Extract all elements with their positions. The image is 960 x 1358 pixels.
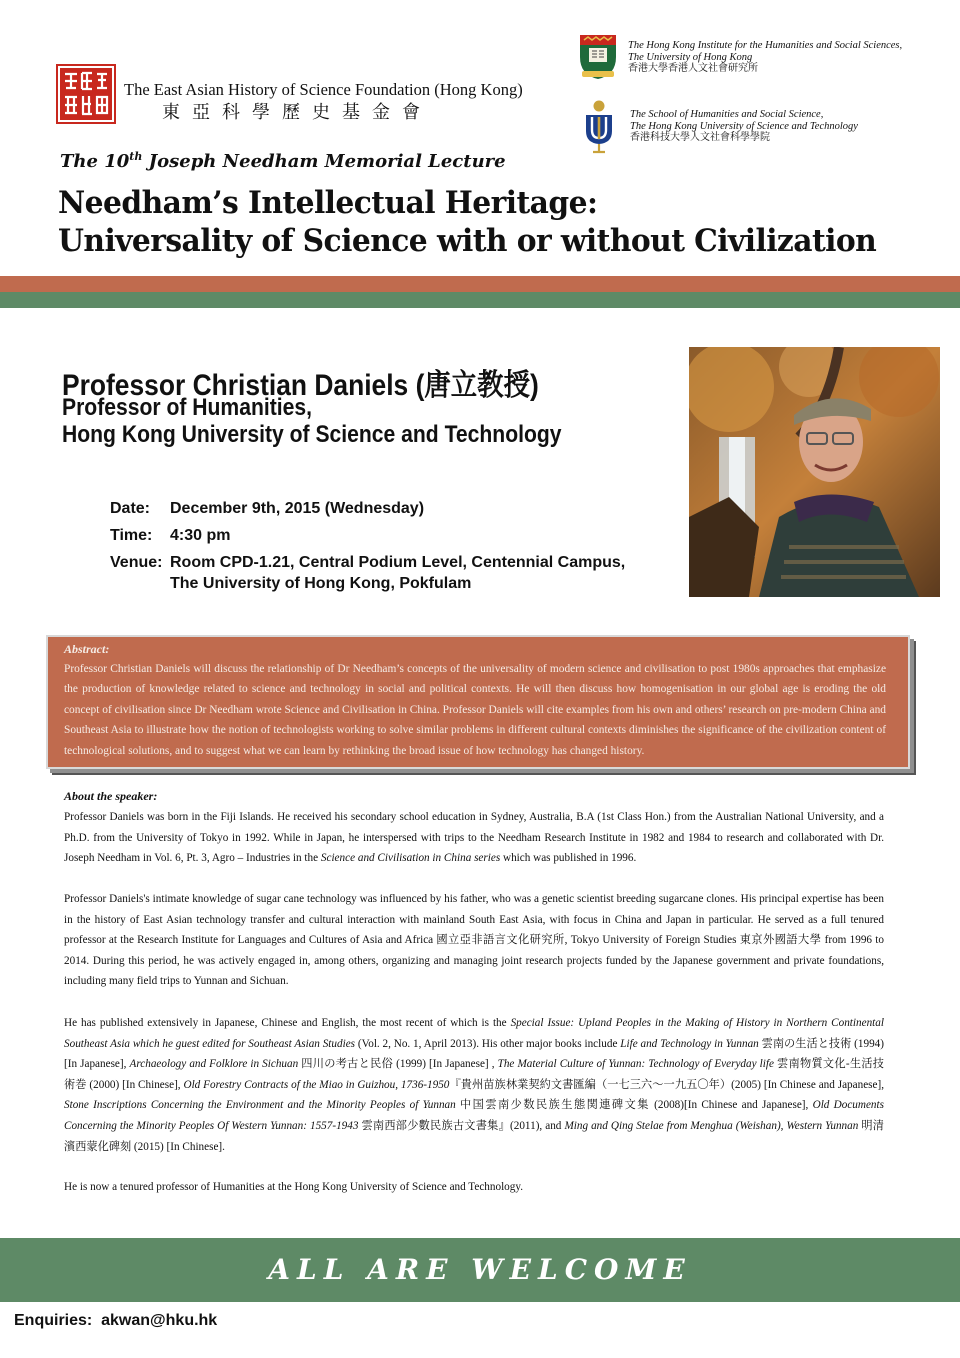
enquiries-email[interactable]: akwan@hku.hk xyxy=(101,1312,218,1329)
hku-institute-chinese: 香港大學香港人文社會研究所 xyxy=(628,63,758,74)
bio-p3-part17: 明清濱西蒙化碑刻 (2015) [In Chinese]. xyxy=(64,1119,884,1153)
about-speaker-heading: About the speaker: xyxy=(64,789,158,803)
foundation-name-chinese: 東亞科學歷史基金會 xyxy=(162,102,432,122)
bio-p3-part7: 四川の考古と民俗 (1999) [In Japanese] , xyxy=(298,1058,498,1071)
speaker-photo xyxy=(689,347,940,597)
bio-p1-book-series: Science and Civilisation in China series xyxy=(320,852,501,865)
enquiries-label: Enquiries: xyxy=(14,1312,93,1329)
bio-p1-text: Professor Daniels was born in the Fiji Islands. He received his secondary school education in Sydney, Australia, B.A (1st Class Hon.) from the Australian National University, and a Ph.D. from the University of Tokyo in 1992. While in Japan, he interspersed with trips to the Needham Research Institute in 1982 and 1984 to research and collaborated with Dr. Joseph Needham in Vol. 6, Pt. 3, Agro – Industries in the xyxy=(64,811,884,865)
bio-p3-part1: He has published extensively in Japanese, Chinese and English, the most recent of which is the xyxy=(64,1017,511,1029)
venue-line2: The University of Hong Kong, Pokfulam xyxy=(170,575,472,592)
enquiries xyxy=(14,1312,217,1330)
bio-p3-title-stelae: Ming and Qing Stelae from Menghua (Weishan), Western Yunnan xyxy=(564,1119,859,1132)
speaker-position-line2: Hong Kong University of Science and Technology xyxy=(62,421,562,448)
lecture-title-line2: Universality of Science with or without Civilization xyxy=(58,223,877,259)
hku-institute-line1: The Hong Kong Institute for the Humanities and Social Sciences, xyxy=(628,40,903,51)
abstract-label: Abstract: xyxy=(64,642,110,656)
bio-paragraph-3 xyxy=(64,1013,884,1157)
bio-p3-title-yunnan-life: Life and Technology in Yunnan xyxy=(620,1037,759,1050)
series-prefix: The 10 xyxy=(60,151,130,172)
venue-label: Venue: xyxy=(110,554,163,571)
abstract-box xyxy=(46,635,910,769)
hkust-school-chinese: 香港科技大學人文社會科學學院 xyxy=(630,132,770,143)
bio-p3-title-material-culture: The Material Culture of Yunnan: Technology of Everyday life xyxy=(497,1058,774,1071)
bio-p3-part3: (Vol. 2, No. 1, April 2013). His other major books include xyxy=(355,1037,621,1050)
hkust-school-line1: The School of Humanities and Social Science, xyxy=(630,109,824,120)
bio-p3-part13: 中国雲南少数民族生態関連碑文集 (2008)[In Chinese and Japanese], xyxy=(455,1099,813,1112)
hku-institute-line2: The University of Hong Kong xyxy=(628,51,753,63)
bio-paragraph-2: Professor Daniels's intimate knowledge of sugar cane technology was influenced by his father, who was a genetic scientist breeding sugarcane clones. His principal expertise has been in the history of East Asian technology transfer and cultural interaction with mainland South East Asia, with focus in China and Japan in particular. He served as a full tenured professor at the Research Institute for Languages and Cultures of Asia and Africa 國立亞非語言文化研究所, Tokyo University of Foreign Studies 東京外國語大學 from 1996 to 2014. During this period, he was actively engaged in, among others, organizing and managing joint research projects funded by the Japanese government and private foundations, including many field trips to Yunnan and Sichuan. xyxy=(64,893,884,988)
abstract-text: Professor Christian Daniels will discuss the relationship of Dr Needham’s concepts of the universality of modern science and civilisation to post 1980s approaches that emphasize the production of knowledge related to science and technology in social and political contexts. He will then discuss how homogenisation in our global age is eroding the old concept of civilisation since Dr Needham wrote Science and Civilisation in China. Professor Daniels will cite examples from his own and others’ research on pre-modern China and Southeast Asia to illustrate how the notion of technologists working to solve similar problems in different cultural contexts diminishes the significance of the civilization content of technological solutions, and to suggest what we can learn by rethinking the broad issue of how technology has changed history. xyxy=(64,663,886,757)
lecture-series xyxy=(60,150,506,172)
date-label: Date: xyxy=(110,500,151,517)
lecture-title-line1: Needham’s Intellectual Heritage: xyxy=(58,185,598,221)
series-ordinal-suffix: th xyxy=(129,150,143,163)
date-value: December 9th, 2015 (Wednesday) xyxy=(170,500,425,517)
foundation-seal-icon xyxy=(56,64,116,124)
venue-value xyxy=(170,552,625,594)
hku-crest-icon xyxy=(578,33,618,81)
hkust-school-name xyxy=(630,109,858,144)
bio-p3-part5: 雲南の生活と技術 (1994) [In Japanese], xyxy=(64,1037,885,1071)
bio-p3-part9: 雲南物質文化-生活技術巻 (2000) [In Chinese], xyxy=(64,1058,884,1091)
hku-institute-name xyxy=(628,40,902,75)
time-label: Time: xyxy=(110,527,153,544)
bio-p3-title-special-issue: Special Issue: Upland Peoples in the Making of History in Northern Continental Southeast Asia which he guest edited for Southeast Asian Studies xyxy=(64,1017,884,1050)
bio-paragraph-1 xyxy=(64,807,884,869)
bio-p3-part15: 雲南西部少數民族古文書集』(2011), and xyxy=(358,1119,565,1132)
speaker-name: Professor Christian Daniels (唐立教授) xyxy=(62,369,539,402)
all-are-welcome-banner: ALL ARE WELCOME xyxy=(268,1253,692,1286)
bio-p3-title-forestry-contracts: Old Forestry Contracts of the Miao in Guizhou, 1736-1950 xyxy=(183,1078,450,1091)
series-name: Joseph Needham Memorial Lecture xyxy=(142,151,506,172)
bio-p3-title-old-documents: Old Documents Concerning the Minority Peoples Of Western Yunnan: 1557-1943 xyxy=(64,1099,884,1132)
hkust-school-line2: The Hong Kong University of Science and Technology xyxy=(630,120,858,132)
bio-p3-title-sichuan: Archaeology and Folklore in Sichuan xyxy=(129,1058,299,1071)
lecture-title xyxy=(58,184,876,260)
speaker-position xyxy=(62,394,562,448)
foundation-name-english: The East Asian History of Science Foundation (Hong Kong) xyxy=(124,80,523,99)
hkust-crest-icon xyxy=(583,100,615,154)
bio-paragraph-4: He is now a tenured professor of Humanities at the Hong Kong University of Science and Technology. xyxy=(64,1181,524,1193)
bio-p1-end: which was published in 1996. xyxy=(500,852,637,865)
bio-p3-part11: 『貴州苗族林業契約文書匯編（一七三六～一九五〇年）(2005) [In Chinese and Japanese], xyxy=(449,1078,885,1091)
speaker-position-line1: Professor of Humanities, xyxy=(62,394,312,421)
orange-divider-band xyxy=(0,276,960,292)
green-divider-band xyxy=(0,292,960,308)
venue-line1: Room CPD-1.21, Central Podium Level, Centennial Campus, xyxy=(170,554,626,571)
time-value: 4:30 pm xyxy=(170,527,231,544)
bio-p3-title-stone-inscriptions: Stone Inscriptions Concerning the Environment and the Minority Peoples of Yunnan xyxy=(64,1099,456,1112)
